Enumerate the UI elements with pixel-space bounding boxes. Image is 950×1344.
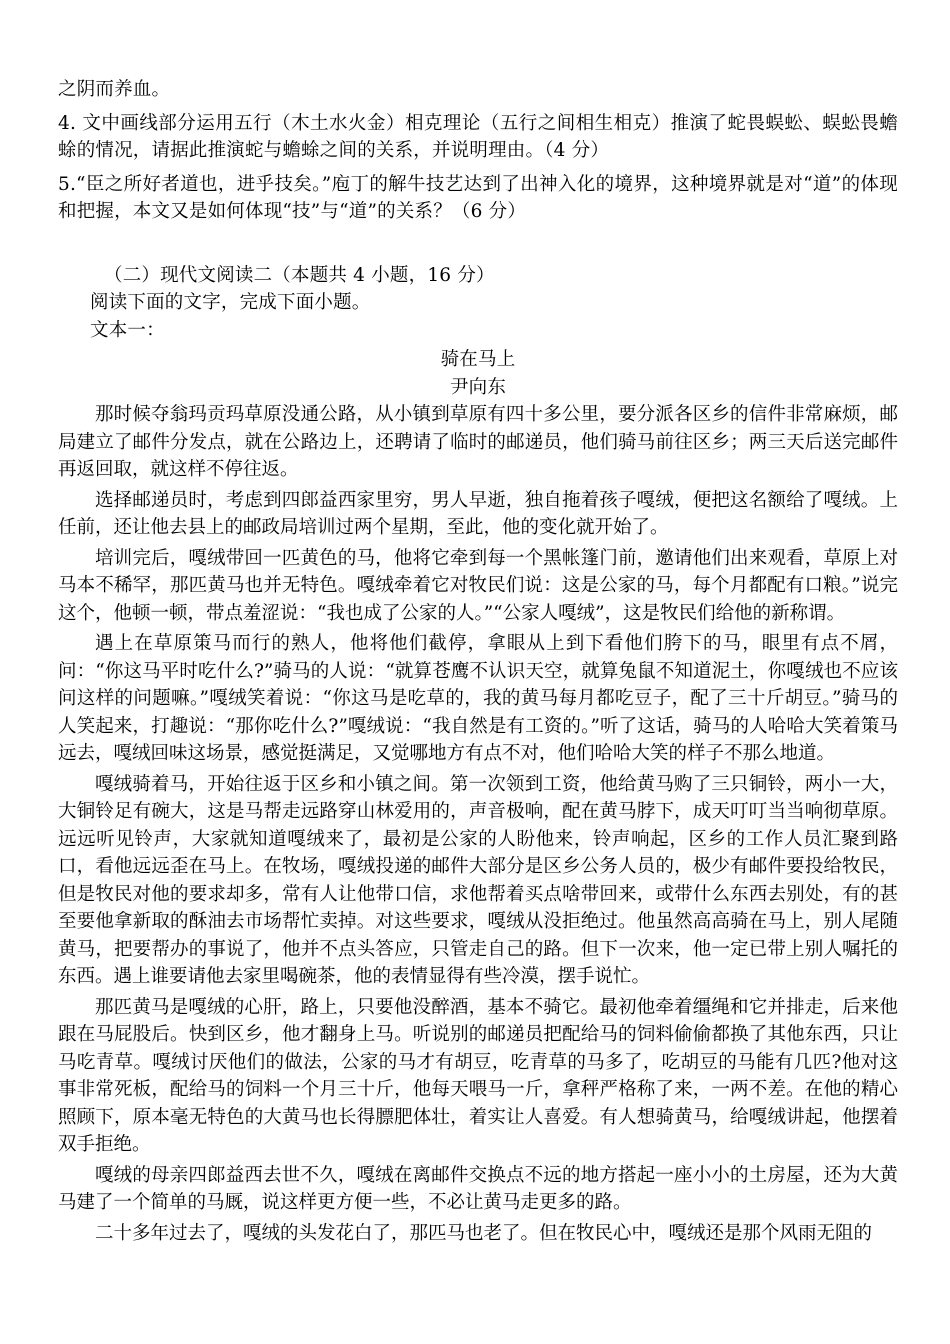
instruction-text: 阅读下面的文字，完成下面小题。: [90, 292, 371, 313]
question-4: 4. 文中画线部分运用五行（木土水火金）相克理论（五行之间相生相克）推演了蛇畏蜈蚣、蜈蚣畏蟾蜍的情况，请据此推演蛇与蟾蜍之间的关系，并说明理由。（4 分）: [58, 112, 898, 161]
continuation-text: 之阴而养血。: [58, 79, 171, 100]
article-title: 骑在马上: [440, 349, 516, 370]
paragraph: 那匹黄马是嘎绒的心肝，路上，只要他没醉酒，基本不骑它。最初他牵着缰绳和它并排走，后来他跟在马屁股后。快到区乡，他才翻身上马。听说别的邮递员把配给马的饲料偷偷都换了其他东西，只让马吃青草。嘎绒讨厌他们的做法，公家的马才有胡豆，吃青草的马多了，吃胡豆的马能有几匹?他对这事非常死板，配给马的饲料一个月三十斤，他每天喂马一斤，拿秤严格称了来，一两不差。在他的精心照顾下，原本毫无特色的大黄马也长得膘肥体壮，着实让人喜爱。有人想骑黄马，给嘎绒讲起，他摆着双手拒绝。: [58, 996, 898, 1155]
text-label: 文本一：: [90, 319, 165, 341]
paragraph: 嘎绒骑着马，开始往返于区乡和小镇之间。第一次领到工资，他给黄马购了三只铜铃，两小一大，大铜铃足有碗大，这是马帮走远路穿山林爱用的，声音极响，配在黄马脖下，成天叮叮当当响彻草原。远远听见铃声，大家就知道嘎绒来了，最初是公家的人盼他来，铃声响起，区乡的工作人员汇聚到路口，看他远远歪在马上。在牧场，嘎绒投递的邮件大部分是区乡公务人员的，极少有邮件要投给牧民，但是牧民对他的要求却多，常有人让他带口信，求他帮着买点啥带回来，或带什么东西去别处，有的甚至要他拿新取的酥油去市场帮忙卖掉。对这些要求，嘎绒从没拒绝过。他虽然高高骑在马上，别人尾随黄马，把要帮办的事说了，他并不点头答应，只管走自己的路。但下一次来，他一定已带上别人嘱托的东西。遇上谁要请他去家里喝碗茶，他的表情显得有些冷漠，摆手说忙。: [58, 773, 898, 987]
paragraph: 二十多年过去了，嘎绒的头发花白了，那匹马也老了。但在牧民心中，嘎绒还是那个风雨无阻的: [95, 1222, 873, 1244]
paragraph: 培训完后，嘎绒带回一匹黄色的马，他将它牵到每一个黑帐篷门前，邀请他们出来观看，草原上对马本不稀罕，那匹黄马也并无特色。嘎绒牵着它对牧民们说：这是公家的马，每个月都配有口粮。”说完这个，他顿一顿，带点羞涩说：“我也成了公家的人。”“公家人嘎绒”，这是牧民们给他的新称谓。: [58, 547, 898, 624]
paragraph: 遇上在草原策马而行的熟人，他将他们截停，拿眼从上到下看他们胯下的马，眼里有点不屑，问：“你这马平时吃什么?”骑马的人说：“就算苍鹰不认识天空，就算兔鼠不知道泥土，你嘎绒也不应该问这样的问题嘛。”嘎绒笑着说：“你这马是吃草的，我的黄马每月都吃豆子，配了三十斤胡豆。”骑马的人笑起来，打趣说：“那你吃什么?”嘎绒说：“我自然是有工资的。”听了这话，骑马的人哈哈大笑着策马远去，嘎绒回味这场景，感觉挺满足，又觉哪地方有点不对，他们哈哈大笑的样子不那么地道。: [58, 633, 898, 764]
document-page: [58, 76, 898, 1250]
section-heading: （二）现代文阅读二（本题共 4 小题，16 分）: [104, 264, 495, 286]
paragraph: 嘎绒的母亲四郎益西去世不久，嘎绒在离邮件交换点不远的地方搭起一座小小的土房屋，还为大黄马建了一个简单的马厩，说这样更方便一些，不必让黄马走更多的路。: [58, 1164, 898, 1213]
paragraph: 那时候夺翁玛贡玛草原没通公路，从小镇到草原有四十多公里，要分派各区乡的信件非常麻烦，邮局建立了邮件分发点，就在公路边上，还聘请了临时的邮递员，他们骑马前往区乡；两三天后送完邮件再返回取，就这样不停往返。: [58, 404, 898, 480]
paragraph: 选择邮递员时，考虑到四郎益西家里穷，男人早逝，独自拖着孩子嘎绒，便把这名额给了嘎绒。上任前，还让他去县上的邮政局培训过两个星期，至此，他的变化就开始了。: [58, 489, 898, 538]
question-5: 5.“臣之所好者道也，进乎技矣。”庖丁的解牛技艺达到了出神入化的境界，这种境界就是对“道”的体现和把握，本文又是如何体现“技”与“道”的关系？（6 分）: [58, 173, 898, 222]
article-author: 尹向东: [449, 376, 507, 398]
